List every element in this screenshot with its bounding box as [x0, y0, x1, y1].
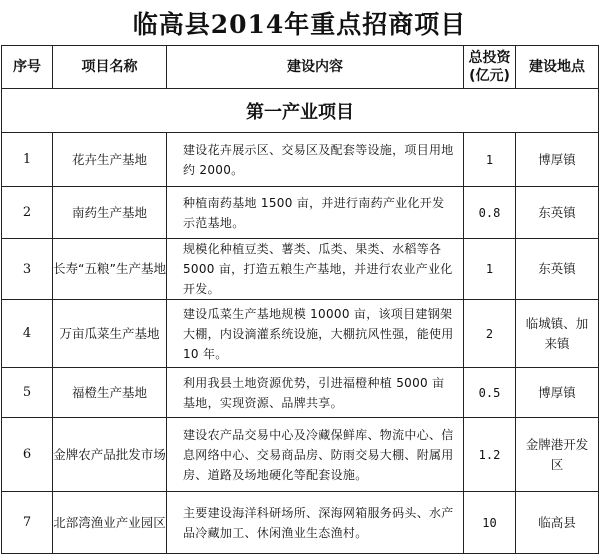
table-row [2, 492, 599, 554]
row-content: 建设瓜菜生产基地规模 10000 亩，该项目建钢架大棚，内设滴灌系统设施，大棚抗风性强，能使用 10 年。 [167, 300, 464, 368]
row-location: 金牌港开发区 [516, 418, 599, 492]
section-title: 第一产业项目 [2, 89, 599, 133]
row-name: 北部湾渔业产业园区 [53, 492, 167, 554]
row-no: 2 [2, 187, 53, 239]
row-no: 4 [2, 300, 53, 368]
row-name: 长寿“五粮”生产基地 [53, 239, 167, 300]
header-no: 序号 [2, 46, 53, 89]
row-name: 万亩瓜菜生产基地 [53, 300, 167, 368]
row-location: 博厚镇 [516, 133, 599, 187]
header-investment: 总投资(亿元) [464, 46, 516, 89]
page-title: 临高县2014年重点招商项目 [132, 10, 467, 39]
table-row [2, 368, 599, 418]
row-location: 临城镇、加来镇 [516, 300, 599, 368]
table-row [2, 133, 599, 187]
row-no: 3 [2, 239, 53, 300]
row-investment: 0.5 [464, 368, 516, 418]
row-location: 东英镇 [516, 187, 599, 239]
table-row [2, 239, 599, 300]
table-row [2, 418, 599, 492]
row-content: 建设花卉展示区、交易区及配套等设施，项目用地约 2000。 [167, 133, 464, 187]
row-investment: 0.8 [464, 187, 516, 239]
table-row [2, 187, 599, 239]
section-row [2, 89, 599, 133]
row-no: 7 [2, 492, 53, 554]
row-location: 博厚镇 [516, 368, 599, 418]
row-content: 建设农产品交易中心及冷藏保鲜库、物流中心、信息网络中心、交易商品房、防雨交易大棚、附属用房、道路及场地硬化等配套设施。 [167, 418, 464, 492]
row-name: 金牌农产品批发市场 [53, 418, 167, 492]
row-location: 临高县 [516, 492, 599, 554]
row-investment: 10 [464, 492, 516, 554]
row-no: 6 [2, 418, 53, 492]
row-name: 福橙生产基地 [53, 368, 167, 418]
row-content: 主要建设海洋科研场所、深海网箱服务码头、水产品冷藏加工、休闲渔业生态渔村。 [167, 492, 464, 554]
row-investment: 1 [464, 239, 516, 300]
row-investment: 1.2 [464, 418, 516, 492]
projects-table [1, 45, 599, 554]
table-row [2, 300, 599, 368]
row-content: 利用我县土地资源优势，引进福橙种植 5000 亩基地，实现资源、品牌共享。 [167, 368, 464, 418]
header-content: 建设内容 [167, 46, 464, 89]
row-name: 花卉生产基地 [53, 133, 167, 187]
header-name: 项目名称 [53, 46, 167, 89]
row-investment: 2 [464, 300, 516, 368]
table-header-row [2, 46, 599, 89]
row-investment: 1 [464, 133, 516, 187]
row-content: 种植南药基地 1500 亩，并进行南药产业化开发示范基地。 [167, 187, 464, 239]
row-location: 东英镇 [516, 239, 599, 300]
row-no: 5 [2, 368, 53, 418]
row-no: 1 [2, 133, 53, 187]
row-content: 规模化种植豆类、薯类、瓜类、果类、水稻等各 5000 亩，打造五粮生产基地，并进行农业产业化开发。 [167, 239, 464, 300]
row-name: 南药生产基地 [53, 187, 167, 239]
header-location: 建设地点 [516, 46, 599, 89]
